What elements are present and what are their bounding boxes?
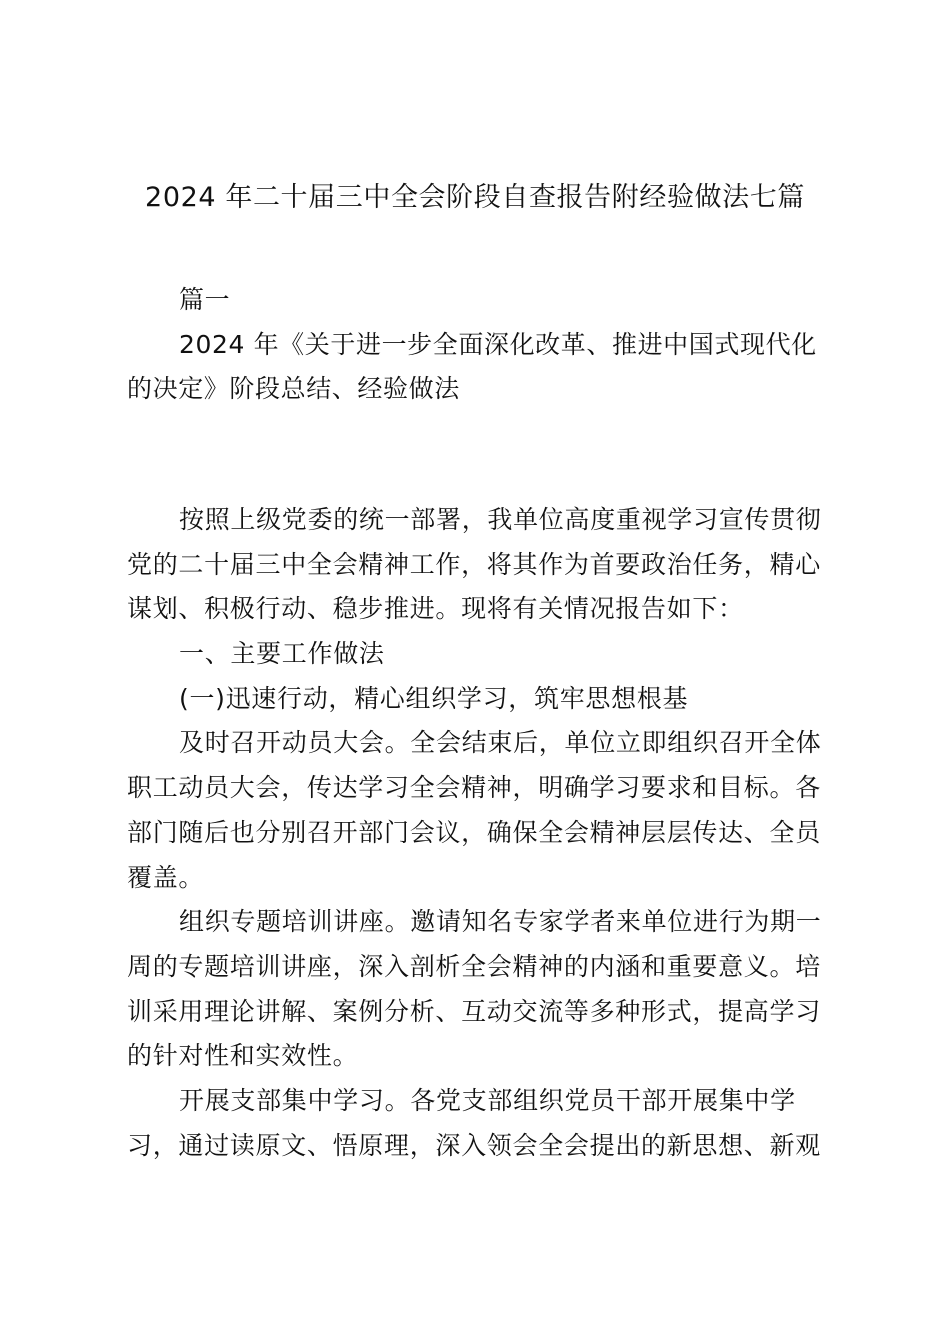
paragraph-line: 的针对性和实效性。	[127, 1041, 359, 1071]
subsection-heading: (一)迅速行动，精心组织学习，筑牢思想根基	[179, 683, 689, 713]
section-heading: 一、主要工作做法	[179, 639, 385, 669]
paragraph-line: 部门随后也分别召开部门会议，确保全会精神层层传达、全员	[127, 817, 821, 847]
paragraph-line: 周的专题培训讲座，深入剖析全会精神的内涵和重要意义。培	[127, 951, 821, 981]
document-body	[127, 498, 827, 1168]
subtitle-line: 的决定》阶段总结、经验做法	[127, 374, 460, 404]
paragraph-line: 党的二十届三中全会精神工作，将其作为首要政治任务，精心	[127, 549, 821, 579]
paragraph-line: 习，通过读原文、悟原理，深入领会全会提出的新思想、新观	[127, 1130, 821, 1160]
paragraph-line: 按照上级党委的统一部署，我单位高度重视学习宣传贯彻	[179, 505, 822, 534]
paragraph-line: 训采用理论讲解、案例分析、互动交流等多种形式，提高学习	[127, 996, 821, 1026]
paragraph-line: 及时召开动员大会。全会结束后，单位立即组织召开全体	[179, 728, 822, 758]
section-label: 篇一	[179, 285, 231, 314]
paragraph-line: 组织专题培训讲座。邀请知名专家学者来单位进行为期一	[179, 907, 822, 937]
subtitle-line: 2024 年《关于进一步全面深化改革、推进中国式现代化	[179, 329, 817, 359]
paragraph-line: 谋划、积极行动、稳步推进。现将有关情况报告如下：	[127, 594, 744, 624]
paragraph-line: 覆盖。	[127, 862, 205, 892]
paragraph-line: 开展支部集中学习。各党支部组织党员干部开展集中学	[179, 1085, 796, 1115]
document-title: 2024 年二十届三中全会阶段自查报告附经验做法七篇	[145, 182, 805, 213]
paragraph-line: 职工动员大会，传达学习全会精神，明确学习要求和目标。各	[127, 773, 821, 803]
section-header	[127, 278, 827, 412]
